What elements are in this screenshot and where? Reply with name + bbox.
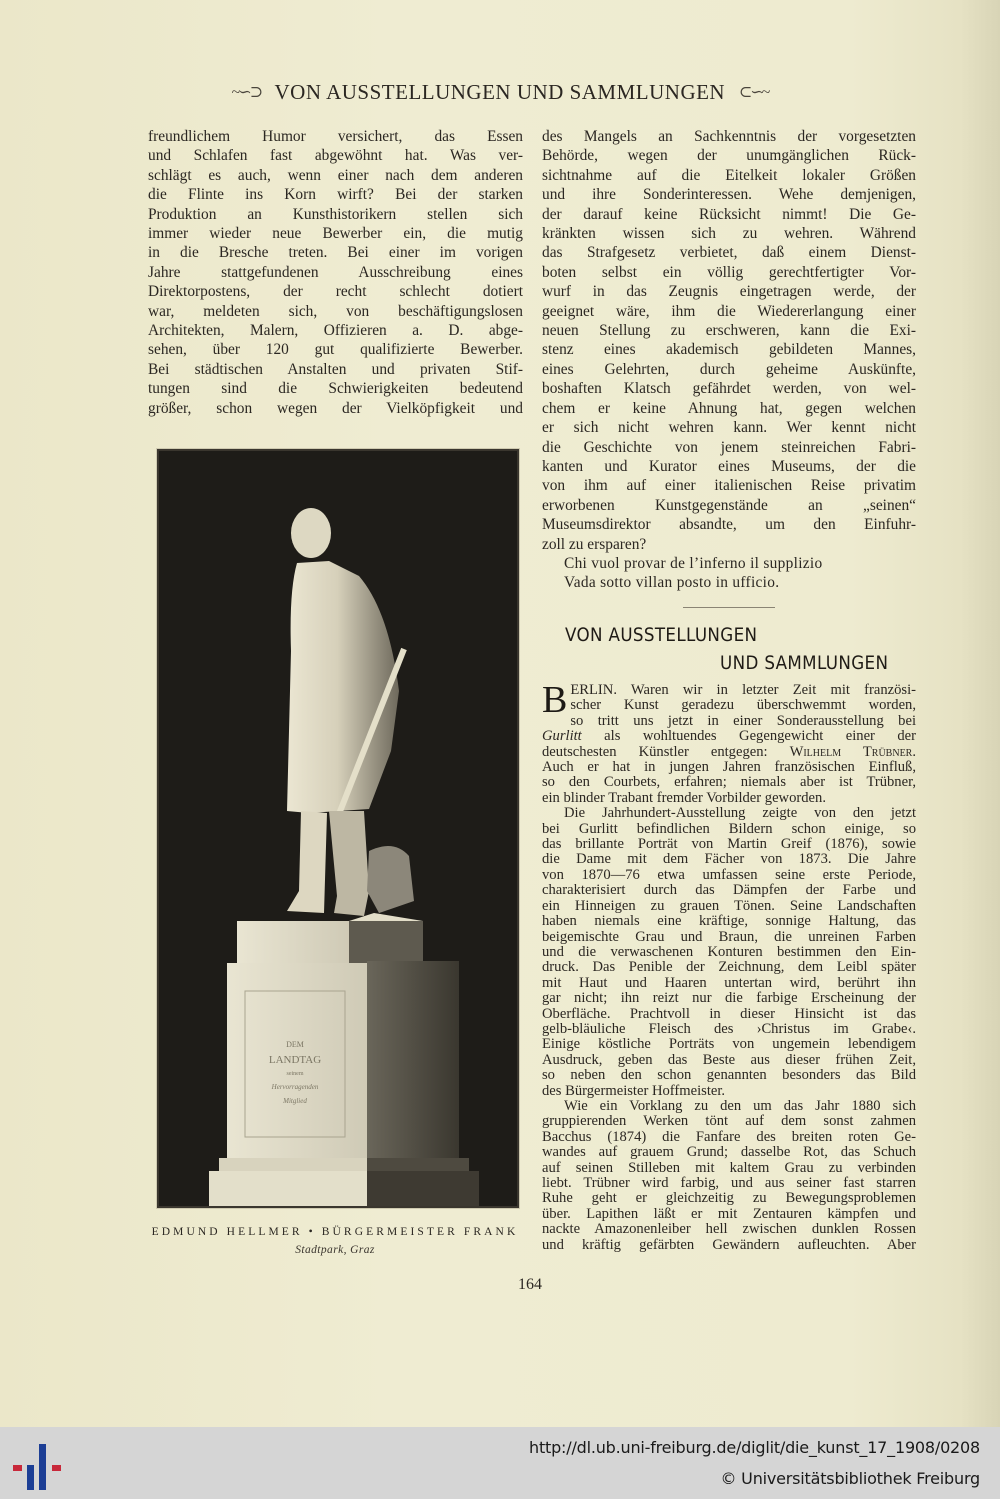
text-line: wandes auf grauem Grund; dasselbe Rot, das Schuch [542,1144,916,1161]
paragraph-vorklang [542,1099,916,1253]
inscription-line: Mitglied [283,1097,307,1105]
paragraph-berlin [542,679,916,806]
copyright-notice: © Universitätsbibliothek Freiburg [720,1469,980,1488]
inscription-line: DEM [286,1040,304,1049]
italian-verse [542,554,916,593]
text-line: stenz eines akademisch gebildeten Mannes, [542,341,916,359]
text-line: druck. Das Penible der Zeichnung, dem Leibl später [542,959,916,976]
text-line: chem er keine Ahnung hat, gegen welchen [542,399,916,417]
text-line: Vada sotto villan posto in ufficio. [564,574,780,592]
text-line: mit Haut und Haaren untertan wird, berührt ihn [542,974,916,991]
text-line: Architekten, Malern, Offizieren a. D. abge- [148,322,523,340]
text-line: Bacchus (1874) die Fanfare des breiten roten Ge- [542,1128,916,1145]
text-line: gelb-bläuliche Fleisch des ›Christus im Grabe‹. [542,1020,916,1037]
text-line: des Bürgermeister Hoffmeister. [542,1082,726,1099]
right-ornament-icon: ⊂∽~ [738,84,769,101]
text-line: beigemischte Grau und Braun, die unreinen Farben [542,928,916,945]
text-line: kränkten wissen sich zu wehren. Während [542,225,916,243]
text-line: die Geschichte von jenem steinreichen Fabri- [542,438,916,456]
text-line: von ihm auf einer italienischen Reise privatim [542,477,916,495]
ub-freiburg-logo-icon[interactable] [10,1439,66,1495]
text-line: Jahre stattgefundenen Ausschreibung eines [148,263,523,281]
text-line: erworbenen Kunstgegenstände an „seinen“ [542,496,916,514]
footer-bar [0,1427,1000,1499]
section-title-line2: UND SAMMLUNGEN [720,652,889,674]
text-line: Produktion an Kunsthistorikern stellen sich [148,205,523,223]
text-line: und kräftig gefärbten Gewändern aufleuchten. Aber [542,1236,916,1253]
text-line: war, meldeten sich, von beschäftigungslosen [148,302,523,320]
text-line: Ruhe geht er gleichzeitig zu Bewegungsproblemen [542,1190,916,1207]
statue-dog [367,846,414,913]
inscription-line: Hervorragenden [271,1083,319,1091]
text-line: ein Hinneigen zu grauen Tönen. Seine Landschaften [542,897,916,914]
text-line: sichtnahme auf die Eitelkeit lokaler Größen [542,166,916,184]
section-title-line1: VON AUSSTELLUNGEN [565,624,758,646]
text-line: deutschesten Künstler entgegen: Wilhelm Trübner. [542,743,916,760]
figure-caption: EDMUND HELLMER • BÜRGERMEISTER FRANK [151,1226,519,1238]
text-line: die Flinte ins Korn wirft? Bei der starken [148,186,523,204]
text-line: so tritt uns jetzt in einer Sonderausstellung bei [570,712,916,729]
text-line: sehen, über 120 gut qualifizierte Bewerber. [148,341,523,359]
statue-photograph [157,449,519,1208]
running-head [0,80,1000,105]
text-line: boten selbst ein völlig gerechtfertigter Vor- [542,263,916,281]
text-line: und ihre Sonderinteressen. Wehe demjenigen, [542,186,916,204]
text-line: nackte Amazonenleiber hell zwischen dunklen Rossen [542,1221,916,1238]
text-line: und Schlafen fast abgewöhnt hat. Was ver- [148,147,523,165]
text-line: immer wieder neue Bewerber ein, die mutig [148,225,523,243]
text-line: Museumsdirektor absandte, um den Einfuhr- [542,516,916,534]
text-line: so den Courbets, erfahren; niemals aber ist Trübner, [542,774,916,791]
text-line: größer, schon wegen der Vielköpfigkeit und [148,399,523,417]
page-number: 164 [518,1276,542,1293]
section-divider [683,607,775,608]
text-line: des Mangels an Sachkenntnis der vorgesetzten [542,128,916,145]
text-line: ERLIN. Waren wir in letzter Zeit mit französi- [570,682,916,698]
text-line: geeignet wäre, ihm die Wiedererlangung einer [542,302,916,320]
text-line: liebt. Trübner wird farbig, und aus seiner fast starren [542,1175,916,1191]
text-line: eines Gelehrten, durch geheime Auskünfte, [542,360,916,378]
text-line: charakterisiert durch das Dämpfen der Farbe und [542,882,916,899]
text-line: tungen sind die Schwierigkeiten bedeutend [148,380,523,398]
running-head-title: VON AUSSTELLUNGEN UND SAMMLUNGEN [274,80,726,104]
left-column-text [148,127,523,418]
text-line: über. Lapithen läßt er mit Zentauren kämpfen und [542,1205,916,1222]
text-line: das Strafgesetz verbietet, daß einem Dienst- [542,244,916,262]
text-line: schlägt es auch, wenn einer nach dem anderen [148,166,523,184]
statue-illustration [159,451,517,1206]
text-line: Behörde, wegen der unumgänglichen Rück- [542,147,916,165]
left-ornament-icon: ~∽⊃ [231,84,262,101]
permalink-url[interactable]: http://dl.ub.uni-freiburg.de/diglit/die_kunst_17_1908/0208 [529,1438,980,1457]
inscription-line: LANDTAG [268,1054,322,1066]
text-line: gar nicht; ihn reizt nur die farbige Erscheinung der [542,990,916,1007]
section-body [542,679,916,1253]
text-line: haben niemals eine kräftige, sonnige Haltung, das [542,913,916,930]
text-line: Gurlitt als wohltuendes Gegengewicht einer der [542,728,916,745]
text-line: Ausdruck, geben das Beste aus dieser frühen Zeit, [542,1051,916,1068]
text-line: neuen Stellung zu erschweren, kann die Exi- [542,322,916,340]
figure-subcaption: Stadtpark, Graz [295,1244,375,1256]
text-line: boshaften Klatsch gefährdet werden, von wel- [542,380,916,398]
text-line: Die Jahrhundert-Ausstellung zeigte von den jetzt [564,805,916,822]
text-line: scher Kunst geradezu überschwemmt worden, [570,697,916,714]
statue-head [291,508,331,558]
text-line: die Dame mit dem Fächer von 1873. Die Jahre [542,851,916,868]
text-line: Wie ein Vorklang zu den um das Jahr 1880 sich [564,1097,916,1114]
text-line: auf seinen Stilleben mit kaltem Grau zu verbinden [542,1159,916,1176]
text-line: Bei städtischen Anstalten und privaten Stif- [148,360,523,378]
text-line: zoll zu ersparen? [542,535,647,553]
text-line: so neben den schon genannten besonders das Bild [542,1067,916,1084]
drop-cap: B [542,679,568,721]
text-line: gruppierenden Werken tönt auf dem sonst zahmen [542,1113,916,1130]
text-line: er sich nicht wehren kann. Wer kennt nicht [542,419,916,437]
inscription-line: seinem [286,1071,304,1077]
text-line: kanten und Kurator eines Museums, der die [542,457,916,475]
text-line: ein blinder Trabant fremder Vorbilder geworden. [542,789,826,806]
text-line: Chi vuol provar de l’inferno il supplizio [564,554,823,572]
right-column-text [542,127,916,593]
text-line: und die verwaschenen Konturen bestimmen den Ein- [542,943,916,960]
text-line: Auch er hat in jungen Jahren französischen Einfluß, [542,759,916,776]
text-line: von 1870—76 etwa umfassen seine erste Periode, [542,866,916,883]
text-line: Direktorpostens, der recht schlecht dotiert [148,283,523,301]
text-line: bei Gurlitt befindlichen Bildern schon einige, so [542,820,916,837]
text-line: der darauf keine Rücksicht nimmt! Die Ge- [542,205,916,223]
paragraph-jahrhundert [542,806,916,1099]
text-line: freundlichem Humor versichert, das Essen [148,128,523,145]
text-line: das brillante Porträt von Martin Greif (1876), sowie [542,836,916,853]
text-line: in die Bresche treten. Bei einer im vorigen [148,244,523,262]
text-line: Einige köstliche Porträts von ungemein lebendigem [542,1036,916,1053]
text-line: wurf in das Zeugnis eingetragen werde, der [542,283,916,301]
text-line: Oberfläche. Prachtvoll in dieser Hinsicht ist das [542,1005,916,1022]
